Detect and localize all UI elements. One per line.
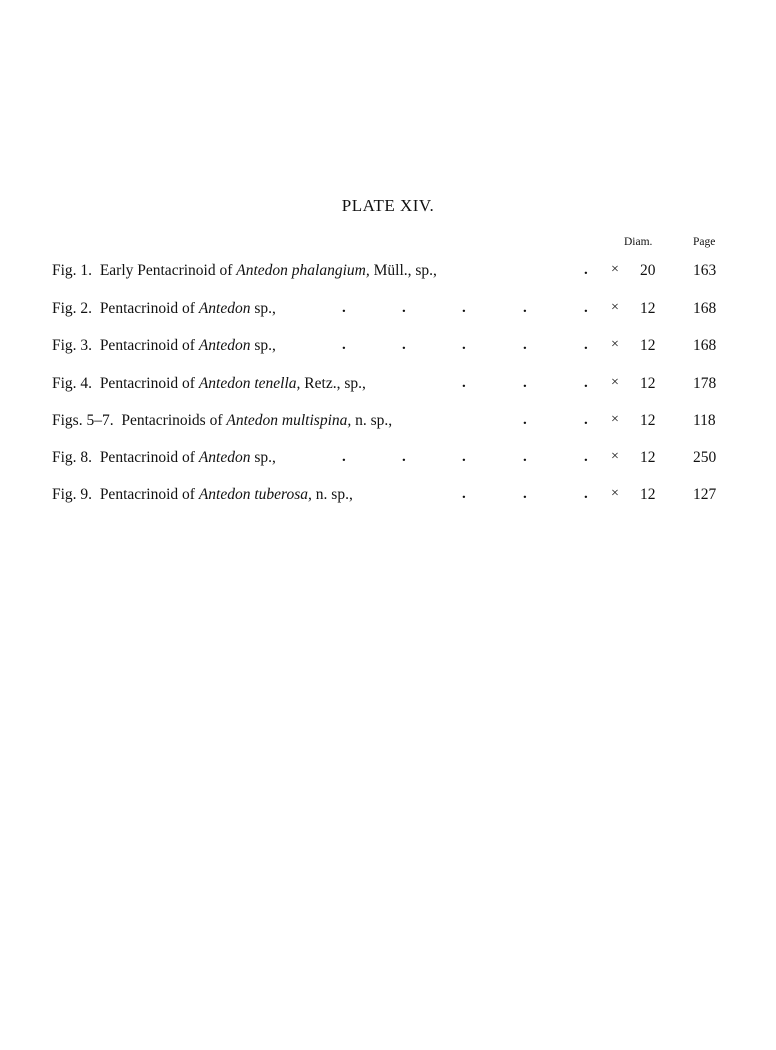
figure-number: Fig. 4. [52, 375, 93, 392]
page-number: 168 [693, 337, 717, 354]
caption-text: Early Pentacrinoid of [99, 262, 233, 279]
magnification-sign: × [611, 375, 619, 390]
page-number: 168 [693, 300, 717, 317]
figure-row-5 [52, 412, 728, 434]
caption-text: Pentacrinoid of [99, 375, 195, 392]
leader-dot: . [523, 486, 527, 502]
diameter-value: 12 [640, 337, 656, 354]
caption-text: Pentacrinoids of [121, 412, 223, 429]
magnification-sign: × [611, 262, 619, 277]
diameter-value: 12 [640, 375, 656, 392]
leader-dot: . [584, 486, 588, 502]
figure-number: Fig. 2. [52, 300, 93, 317]
leader-dot: . [523, 300, 527, 316]
figure-number: Figs. 5–7. [52, 412, 114, 429]
caption-text: Pentacrinoid of [99, 337, 195, 354]
page-number: 250 [693, 449, 717, 466]
leader-dot: . [584, 300, 588, 316]
figure-caption [52, 449, 276, 467]
page-number: 163 [693, 262, 717, 279]
figure-row-6 [52, 449, 728, 471]
leader-dot: . [584, 262, 588, 278]
figure-row-7 [52, 486, 728, 508]
caption-text: Pentacrinoid of [99, 486, 195, 503]
magnification-sign: × [611, 300, 619, 315]
species-name: Antedon [198, 337, 251, 354]
caption-suffix: Müll., sp., [373, 262, 437, 279]
plate-title: PLATE XIV. [341, 196, 435, 215]
caption-suffix: n. sp., [315, 486, 353, 503]
figure-caption [52, 337, 276, 355]
species-name: Antedon [198, 300, 251, 317]
figure-caption [52, 486, 353, 504]
magnification-sign: × [611, 337, 619, 352]
caption-suffix: Retz., sp., [304, 375, 366, 392]
leader-dot: . [462, 449, 466, 465]
leader-dot: . [523, 412, 527, 428]
leader-dot: . [342, 449, 346, 465]
leader-dot: . [402, 337, 406, 353]
magnification-sign: × [611, 412, 619, 427]
leader-dot: . [584, 375, 588, 391]
figure-number: Fig. 3. [52, 337, 93, 354]
magnification-sign: × [611, 449, 619, 464]
figure-caption [52, 300, 276, 318]
leader-dot: . [584, 449, 588, 465]
diam-column-header: Diam. [624, 236, 653, 248]
diameter-value: 12 [640, 300, 656, 317]
caption-suffix: sp., [254, 300, 276, 317]
leader-dot: . [462, 486, 466, 502]
species-name: Antedon multispina, [226, 412, 352, 429]
leader-dot: . [402, 300, 406, 316]
caption-suffix: sp., [254, 337, 276, 354]
leader-dot: . [523, 337, 527, 353]
caption-text: Pentacrinoid of [99, 300, 195, 317]
figure-row-4 [52, 375, 728, 397]
figure-caption [52, 412, 392, 430]
figure-number: Fig. 8. [52, 449, 93, 466]
magnification-sign: × [611, 486, 619, 501]
caption-text: Pentacrinoid of [99, 449, 195, 466]
figure-caption [52, 262, 437, 280]
leader-dot: . [462, 300, 466, 316]
species-name: Antedon [198, 449, 251, 466]
diameter-value: 12 [640, 486, 656, 503]
diameter-value: 20 [640, 262, 656, 279]
species-name: Antedon tuberosa, [198, 486, 312, 503]
leader-dot: . [342, 300, 346, 316]
caption-suffix: sp., [254, 449, 276, 466]
leader-dot: . [584, 337, 588, 353]
leader-dot: . [523, 375, 527, 391]
figure-row-1 [52, 262, 728, 284]
leader-dot: . [342, 337, 346, 353]
leader-dot: . [584, 412, 588, 428]
page-number: 178 [693, 375, 717, 392]
page-number: 118 [693, 412, 716, 429]
diameter-value: 12 [640, 449, 656, 466]
leader-dot: . [523, 449, 527, 465]
caption-suffix: n. sp., [355, 412, 393, 429]
page-column-header: Page [693, 236, 716, 248]
figure-caption [52, 375, 366, 393]
figure-row-3 [52, 337, 728, 359]
leader-dot: . [462, 375, 466, 391]
species-name: Antedon tenella, [198, 375, 301, 392]
species-name: Antedon phalangium, [236, 262, 370, 279]
page-number: 127 [693, 486, 717, 503]
leader-dot: . [462, 337, 466, 353]
leader-dot: . [402, 449, 406, 465]
figure-row-2 [52, 300, 728, 322]
figure-number: Fig. 9. [52, 486, 93, 503]
figure-number: Fig. 1. [52, 262, 93, 279]
diameter-value: 12 [640, 412, 656, 429]
